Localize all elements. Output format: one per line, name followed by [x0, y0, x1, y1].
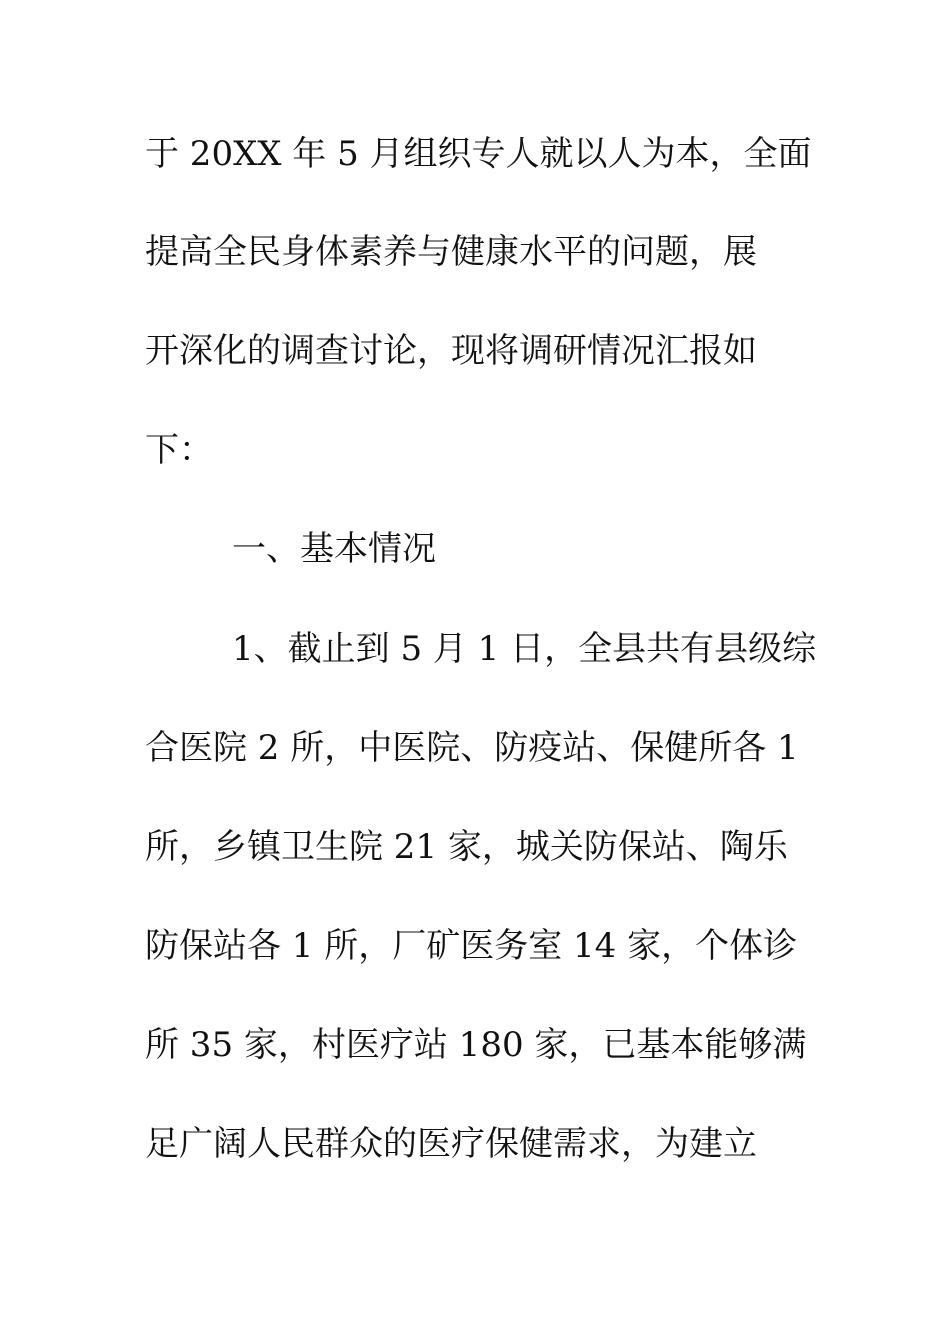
paragraph-line: 于 20XX 年 5 月组织专人就以人为本，全面	[145, 134, 812, 174]
paragraph-line: 开深化的调查讨论，现将调研情况汇报如	[145, 331, 757, 371]
paragraph-line: 防保站各 1 所，厂矿医务室 14 家，个体诊	[145, 926, 798, 966]
paragraph-line: 提高全民身体素养与健康水平的问题，展	[145, 232, 757, 272]
paragraph-line: 1、截止到 5 月 1 日，全县共有县级综	[232, 629, 817, 669]
section-heading: 一、基本情况	[232, 529, 436, 569]
paragraph-line: 所，乡镇卫生院 21 家，城关防保站、陶乐	[145, 827, 788, 867]
paragraph-line: 所 35 家，村医疗站 180 家，已基本能够满	[145, 1025, 807, 1065]
paragraph-line: 足广阔人民群众的医疗保健需求，为建立	[145, 1124, 757, 1164]
paragraph-line: 合医院 2 所，中医院、防疫站、保健所各 1	[145, 728, 799, 768]
paragraph-line: 下：	[145, 430, 213, 470]
